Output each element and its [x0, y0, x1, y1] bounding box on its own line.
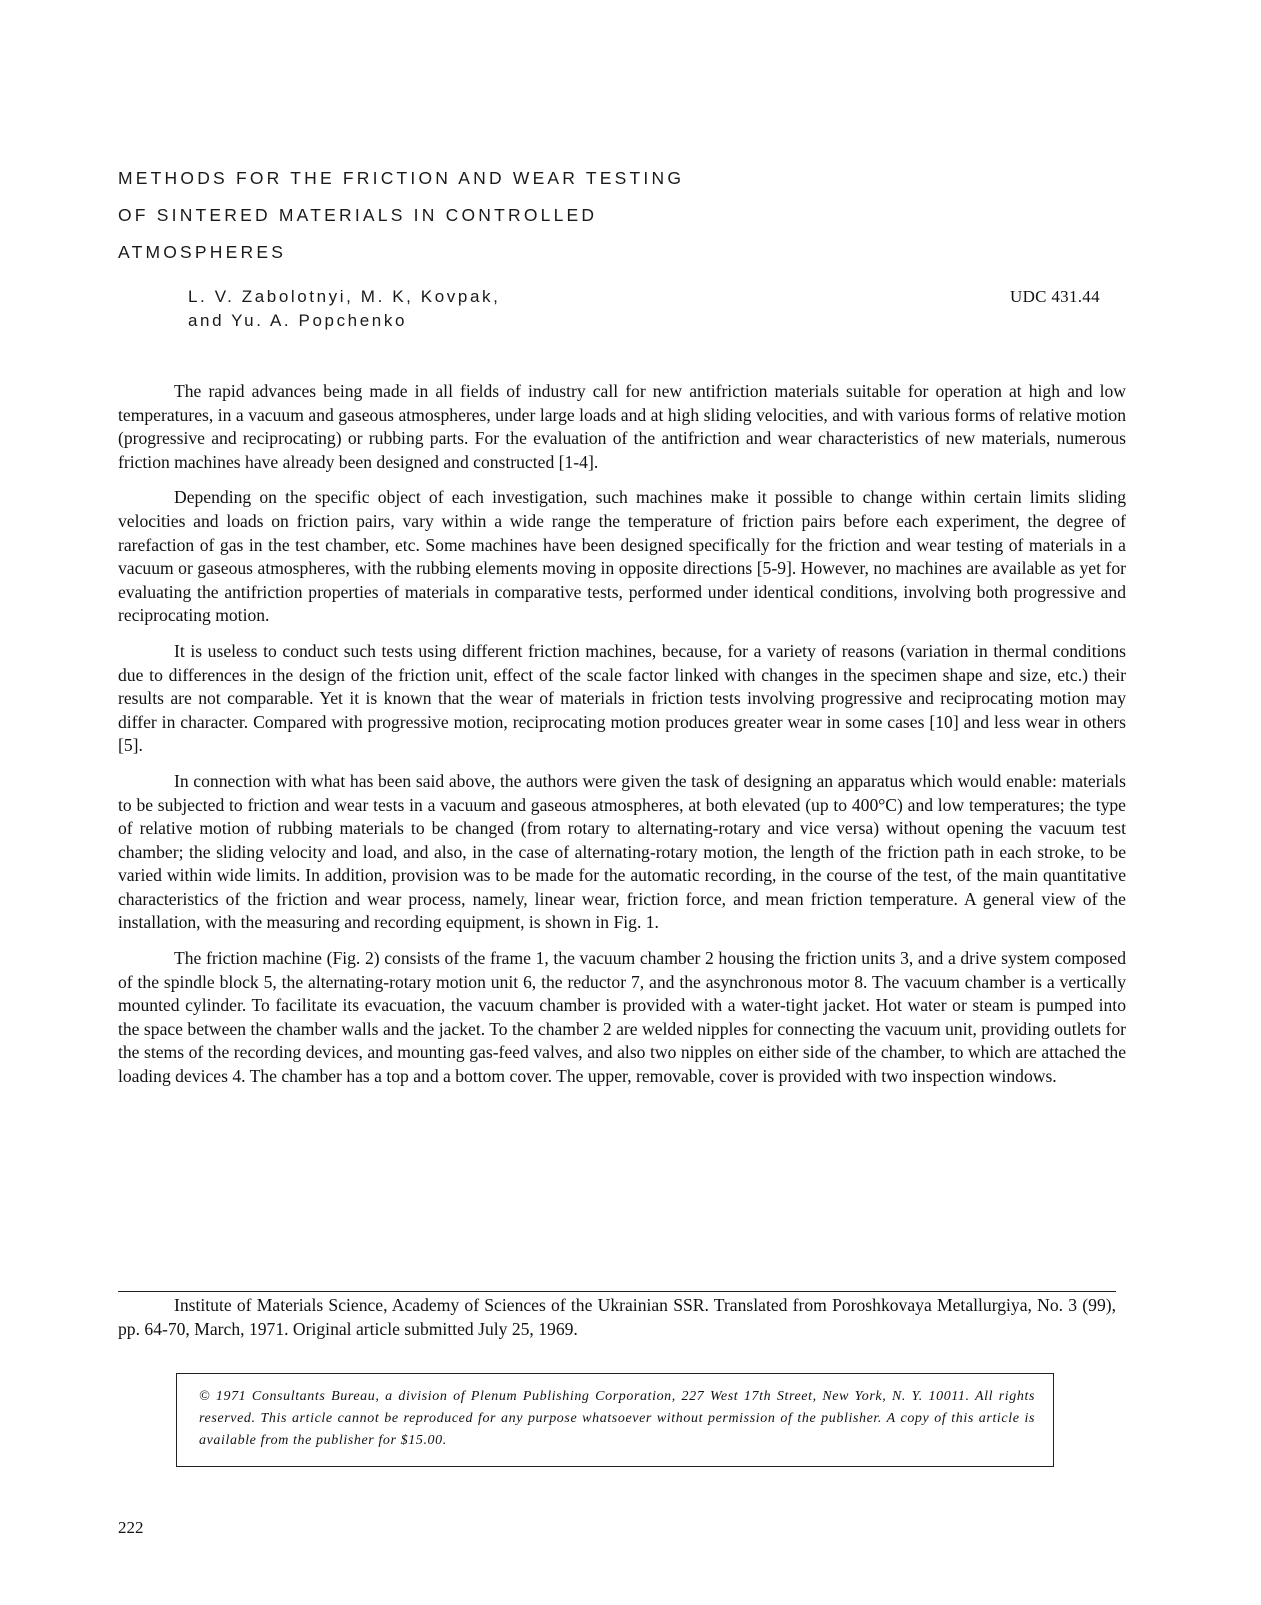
footnote-divider — [118, 1291, 1116, 1292]
authors-line: and Yu. A. Popchenko — [188, 311, 407, 330]
title-line: ATMOSPHERES — [118, 242, 287, 262]
udc-code: UDC 431.44 — [1010, 287, 1100, 306]
title-line: OF SINTERED MATERIALS IN CONTROLLED — [118, 205, 598, 225]
authors-line: L. V. Zabolotnyi, M. K, Kovpak, — [188, 287, 501, 306]
author-list — [188, 285, 708, 333]
article-title — [118, 160, 878, 271]
affiliation-text: Institute of Materials Science, Academy of Sciences of the Ukrainian SSR. Translated from Poroshkovaya Metallurgiya, No. 3 (99), pp. 64-70, March, 1971. Original article submitted July 25, 1969. — [118, 1295, 1116, 1339]
body-paragraph: In connection with what has been said above, the authors were given the task of designing an apparatus which would enable: materials to be subjected to friction and wear tests in a vacuum and gaseous atmospheres, at both elevated (up to 400°C) and low temperatures; the type of relative motion of rubbing materials to be changed (from rotary to alternating-rotary and vice versa) without opening the vacuum test chamber; the sliding velocity and load, and also, in the case of alternating-rotary motion, the length of the friction path in each stroke, to be varied within wide limits. In addition, provision was to be made for the automatic recording, in the course of the test, of the main quantitative characteristics of the friction and wear process, namely, linear wear, friction force, and mean friction temperature. A general view of the installation, with the measuring and recording equipment, is shown in Fig. 1. — [118, 770, 1126, 933]
page-number: 222 — [118, 1518, 144, 1537]
copyright-notice-box — [176, 1373, 1054, 1467]
body-paragraph: The rapid advances being made in all fields of industry call for new antifriction materials suitable for operation at high and low temperatures, in a vacuum and gaseous atmospheres, under large loads and at high sliding velocities, and with various forms of relative motion (progressive and reciprocating) or rubbing parts. For the evaluation of the antifriction and wear characteristics of new materials, numerous friction machines have already been designed and constructed [1-4]. — [118, 381, 1126, 472]
title-line: METHODS FOR THE FRICTION AND WEAR TESTING — [118, 168, 685, 188]
body-paragraph: The friction machine (Fig. 2) consists of the frame 1, the vacuum chamber 2 housing the friction units 3, and a drive system composed of the spindle block 5, the alternating-rotary motion unit 6, the reductor 7, and the asynchronous motor 8. The vacuum chamber is a vertically mounted cylinder. To facilitate its evacuation, the vacuum chamber is provided with a water-tight jacket. Hot water or steam is pumped into the space between the chamber walls and the jacket. To the chamber 2 are welded nipples for connecting the vacuum unit, providing outlets for the stems of the recording devices, and mounting gas-feed valves, and also two nipples on either side of the chamber, to which are attached the loading devices 4. The chamber has a top and a bottom cover. The upper, removable, cover is provided with two inspection windows. — [118, 948, 1126, 1087]
body-paragraph: Depending on the specific object of each investigation, such machines make it possible to change within certain limits sliding velocities and loads on friction pairs, vary within a wide range the temperature of friction pairs before each experiment, the degree of rarefaction of gas in the test chamber, etc. Some machines have been designed specifically for the friction and wear testing of materials in a vacuum or gaseous atmospheres, with the rubbing elements moving in opposite directions [5-9]. However, no machines are available as yet for evaluating the antifriction properties of materials in comparative tests, performed under identical conditions, involving both progressive and reciprocating motion. — [118, 487, 1126, 626]
article-body — [118, 380, 1126, 1101]
body-paragraph: It is useless to conduct such tests using different friction machines, because, for a variety of reasons (variation in thermal conditions due to differences in the design of the friction unit, effect of the scale factor linked with changes in the specimen shape and size, etc.) their results are not comparable. Yet it is known that the wear of materials in friction tests involving progressive and reciprocating motion may differ in character. Compared with progressive motion, reciprocating motion produces greater wear in some cases [10] and less wear in others [5]. — [118, 640, 1126, 756]
affiliation-footnote — [118, 1294, 1116, 1341]
copyright-text: © 1971 Consultants Bureau, a division of Plenum Publishing Corporation, 227 West 17th Street, New York, N. Y. 10011. All rights reserved. This article cannot be reproduced for any purpose whatsoever without permission of the publisher. A copy of this article is available from the publisher for $15.00. — [199, 1389, 1035, 1448]
